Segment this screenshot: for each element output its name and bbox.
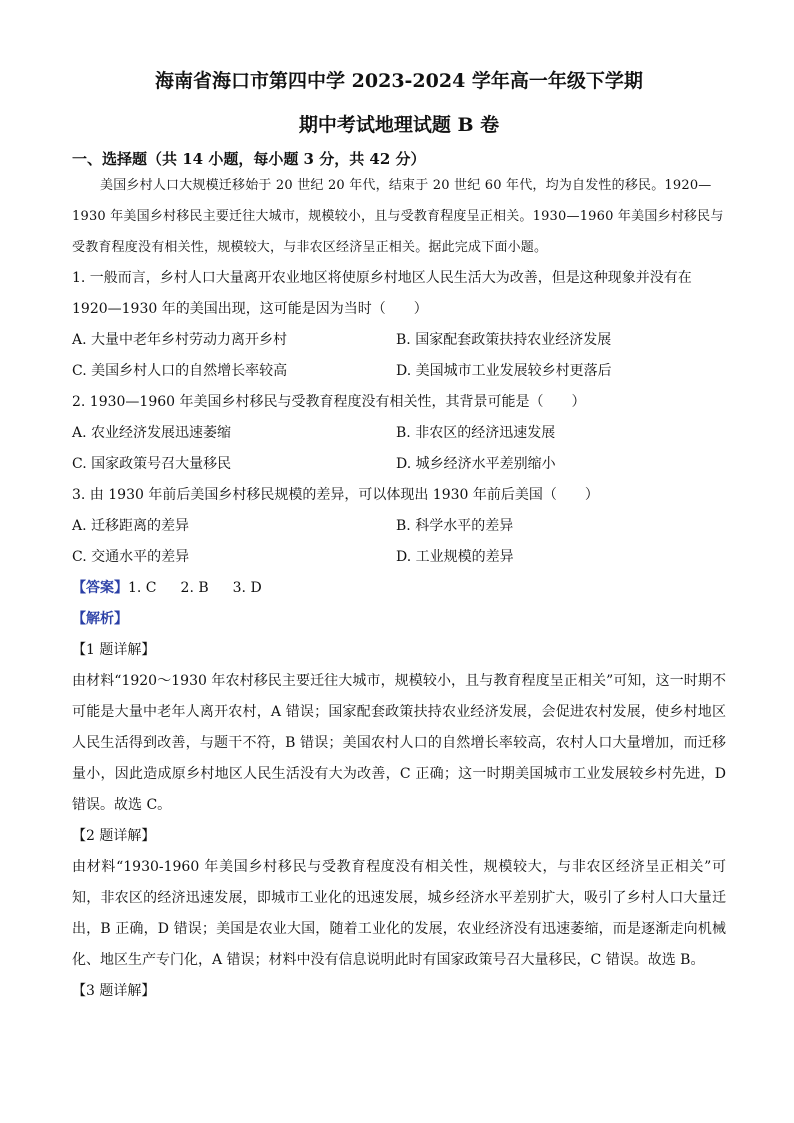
option-d: D. 城乡经济水平差别缩小 bbox=[396, 456, 556, 472]
analysis-tag: 【解析】 bbox=[72, 611, 128, 627]
detail-text: 由材料“1930-1960 年美国乡村移民与受教育程度没有相关性，规模较大，与非农区经济呈正相关”可知，非农区的经济迅速发展，即城市工业化的迅速发展，城乡经济水平差别扩大，吸引了乡村人口大量迁出，B 正确，D 错误；美国是农业大国，随着工业化的发展，农业经济没有迅速萎缩，而是逐渐走向机械化、地区生产专门化，A 错误；材料中没有信息说明此时有国家政策号召大量移民，C 错误。故选 B。 bbox=[72, 859, 726, 968]
option-list bbox=[72, 418, 726, 480]
option-b: B. 国家配套政策扶持农业经济发展 bbox=[396, 332, 612, 348]
option-a: A. 迁移距离的差异 bbox=[72, 518, 190, 534]
question-2 bbox=[72, 387, 726, 480]
option-list bbox=[72, 511, 726, 573]
answer-line bbox=[72, 573, 726, 604]
section-heading: 一、选择题（共 14 小题，每小题 3 分，共 42 分） bbox=[72, 150, 426, 168]
detail-tag: 【3 题详解】 bbox=[72, 983, 156, 999]
detail-1 bbox=[72, 635, 726, 821]
question-1 bbox=[72, 263, 726, 387]
question-stem: 2. 1930—1960 年美国乡村移民与受教育程度没有相关性，其背景可能是（ ） bbox=[72, 394, 586, 410]
detail-3 bbox=[72, 976, 726, 1007]
question-stem: 1. 一般而言，乡村人口大量离开农业地区将使原乡村地区人民生活大为改善，但是这种现象并没有在 1920—1930 年的美国出现，这可能是因为当时（ ） bbox=[72, 270, 692, 317]
exam-title-line2: 期中考试地理试题 B 卷 bbox=[298, 114, 500, 136]
answer-value: 1. C bbox=[128, 580, 157, 596]
option-b: B. 非农区的经济迅速发展 bbox=[396, 425, 556, 441]
exam-title-line1: 海南省海口市第四中学 2023-2024 学年高一年级下学期 bbox=[155, 70, 643, 92]
detail-text: 由材料“1920～1930 年农村移民主要迁往大城市，规模较小，且与教育程度呈正相关”可知，这一时期不可能是大量中老年人离开农村，A 错误；国家配套政策扶持农业经济发展，会促进农村发展，使乡村地区人民生活得到改善，与题干不符，B 错误；美国农村人口的自然增长率较高，农村人口大量增加，而迁移量小，因此造成原乡村地区人民生活没有大为改善，C 正确；这一时期美国城市工业发展较乡村先进，D 错误。故选 C。 bbox=[72, 673, 726, 813]
option-c: C. 美国乡村人口的自然增长率较高 bbox=[72, 363, 288, 379]
option-d: D. 美国城市工业发展较乡村更落后 bbox=[396, 363, 612, 379]
option-b: B. 科学水平的差异 bbox=[396, 518, 514, 534]
detail-tag: 【1 题详解】 bbox=[72, 642, 156, 658]
detail-2 bbox=[72, 821, 726, 976]
option-d: D. 工业规模的差异 bbox=[396, 549, 514, 565]
answer-tag: 【答案】 bbox=[72, 580, 128, 596]
answer-value: 2. B bbox=[180, 580, 209, 596]
option-a: A. 农业经济发展迅速萎缩 bbox=[72, 425, 232, 441]
question-intro: 美国乡村人口大规模迁移始于 20 世纪 20 年代，结束于 20 世纪 60 年代，均为自发性的移民。1920—1930 年美国乡村移民主要迁往大城市，规模较小，且与受教育程度呈正相关。1930—1960 年美国乡村移民与受教育程度没有相关性，规模较大，与非农区经济呈正相关。据此完成下面小题。 bbox=[72, 178, 724, 255]
question-3 bbox=[72, 480, 726, 573]
option-c: C. 交通水平的差异 bbox=[72, 549, 190, 565]
detail-tag: 【2 题详解】 bbox=[72, 828, 156, 844]
question-stem: 3. 由 1930 年前后美国乡村移民规模的差异，可以体现出 1930 年前后美国（ ） bbox=[72, 487, 599, 503]
option-list bbox=[72, 325, 726, 387]
analysis-line bbox=[72, 604, 726, 635]
option-a: A. 大量中老年乡村劳动力离开乡村 bbox=[72, 332, 288, 348]
answer-value: 3. D bbox=[232, 580, 262, 596]
option-c: C. 国家政策号召大量移民 bbox=[72, 456, 232, 472]
